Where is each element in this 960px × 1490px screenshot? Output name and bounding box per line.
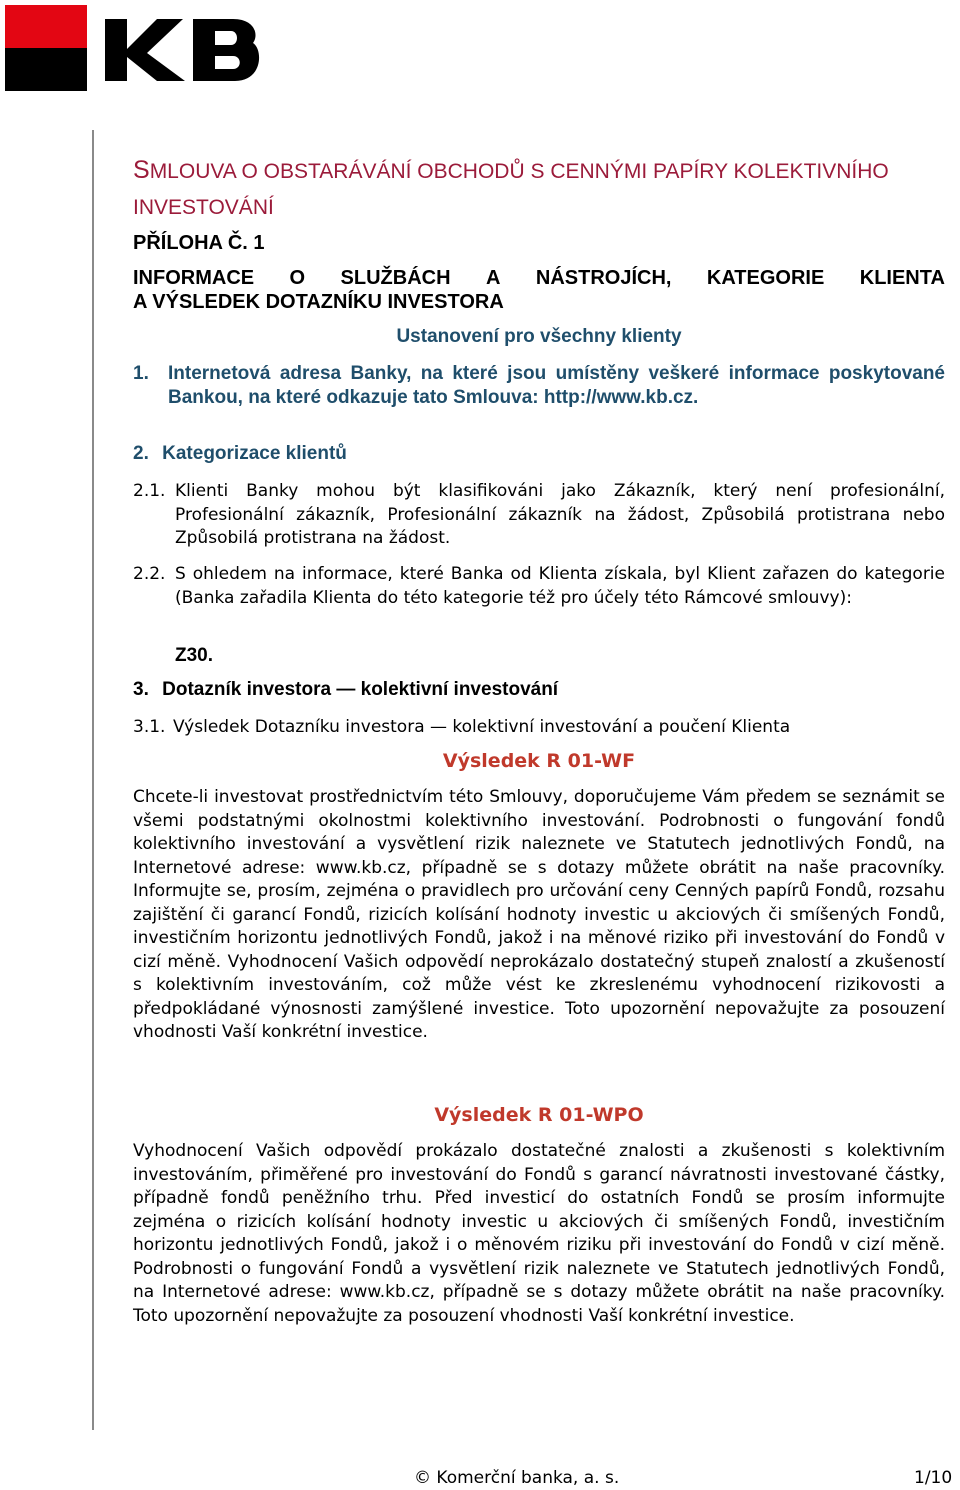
heading-word: NÁSTROJÍCH, [535,267,672,289]
section-2-1-text: Klienti Banky mohou být klasifikováni jako Zákazník, který není profesionální, Profesionální zákazník, Profesionální zákazník na žádost, Způsobilá protistrana nebo Způsobilá protistrana na žádost. [175,481,945,548]
title-initial: S [133,156,150,184]
section-3-number: 3. [133,679,149,700]
section-2-2-number: 2.2. [133,564,166,584]
logo-kb-letters [105,11,265,91]
section-2-title: Kategorizace klientů [162,443,347,464]
logo-red-black-square [5,5,87,91]
heading-word: KLIENTA [859,267,945,289]
section-2-1 [133,480,945,551]
section-2-1-number: 2.1. [133,481,166,501]
result-2-title: Výsledek R 01-WPO [434,1104,644,1126]
section-3-1 [133,716,945,740]
result-2-text: Vyhodnocení Vašich odpovědí prokázalo dostatečné znalosti a zkušenosti s kolektivním investováním, přiměřené pro investování do Fondů s garancí návratnosti investované částky, případně fondů peněžního trhu. Před investicí do ostatních Fondů se prosím informujte zejména o rizicích kolísání hodnoty investic u akciových či smíšených Fondů, investičním horizontu jednotlivých Fondů, jakož i o měnovém riziku při investování do Fondů v cizí měně. Podrobnosti o fungování Fondů a vysvětlení rizik naleznete ve Statutech jednotlivých Fondů, na Internetové adrese: www.kb.cz, případně se s dotazy můžete obrátit na naše pracovníky. Toto upozornění nepovažujte za posouzení vhodnosti Vaší konkrétní investice. [133,1141,945,1326]
section-1 [133,362,945,410]
section-3-title: Dotazník investora — kolektivní investování [162,679,559,700]
annex-heading-line-2: A VÝSLEDEK DOTAZNÍKU INVESTORA [133,291,504,313]
result-1-text: Chcete-li investovat prostřednictvím této Smlouvy, doporučujeme Vám předem se seznámit se všemi podstatnými okolnostmi kolektivního investování. Podrobnosti o fungování fondů kolektivního investování a vysvětlení rizik naleznete ve Statutech jednotlivých Fondů, na Internetové adrese: www.kb.cz, případně se s dotazy můžete obrátit na naše pracovníky. Informujte se, prosím, zejména o pravidlech pro určování ceny Cenných papírů Fondů, rozsahu zajištění či garancí Fondů, rizicích kolísání hodnoty investic u akciových či smíšených Fondů, investičním horizontu jednotlivých Fondů, jakož i na měnové riziko při investování do Fondů v cizí měně. Vyhodnocení Vašich odpovědí neprokázalo dostatečný stupeň znalostí a zkušeností s kolektivním investováním, což může vést ke zkreslenému vyhodnocení rizikovosti a předpokládané výnosnosti zamýšlené investice. Toto upozornění nepovažujte za posouzení vhodnosti Vaší konkrétní investice. [133,787,945,1042]
annex-heading-line-1 [133,266,945,290]
annex-heading [133,266,945,314]
heading-word: A [485,267,501,289]
heading-word: SLUŽBÁCH [340,267,451,289]
title-line-2: INVESTOVÁNÍ [133,196,274,219]
heading-word: INFORMACE [133,267,255,289]
section-3-1-text: Výsledek Dotazníku investora — kolektivní investování a poučení Klienta [173,717,791,737]
section-2-2-text: S ohledem na informace, které Banka od Klienta získala, byl Klient zařazen do kategorie (Banka zařadila Klienta do této kategorie též pro účely této Rámcové smlouvy): [175,564,945,608]
annex-label: PŘÍLOHA Č. 1 [133,232,265,254]
result-1-title: Výsledek R 01-WF [442,750,636,772]
footer-copyright: © Komerční banka, a. s. [414,1468,620,1488]
title-line-1: MLOUVA O OBSTARÁVÁNÍ OBCHODŮ S CENNÝMI PAPÍRY KOLEKTIVNÍHO [149,160,889,183]
section-2-2 [133,563,945,610]
section-3-heading [133,679,558,701]
section-subheading: Ustanovení pro všechny klienty [396,326,682,347]
kb-logo [5,5,265,91]
section-1-text: Internetová adresa Banky, na které jsou umístěny veškeré informace poskytované Bankou, na které odkazuje tato Smlouva: http://www.kb.cz. [168,363,945,408]
left-margin-rule [92,130,94,1430]
heading-word: KATEGORIE [706,267,825,289]
client-category: Z30. [175,645,214,666]
section-2-number: 2. [133,443,149,464]
document-title [133,150,945,228]
page-number: 1/10 [914,1468,953,1488]
section-2-heading [133,443,347,465]
section-1-number: 1. [133,363,149,384]
section-3-1-number: 3.1. [133,717,166,737]
heading-word: O [289,267,306,289]
